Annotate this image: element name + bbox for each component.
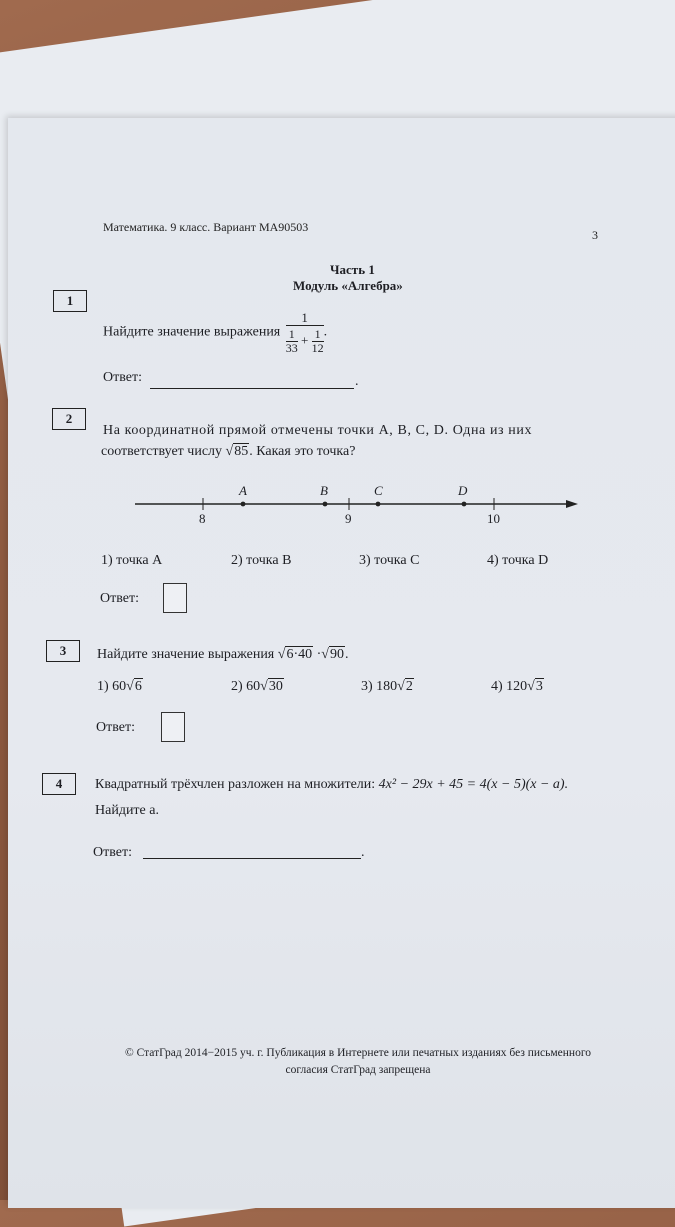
q1-inner1-num: 1 <box>286 328 298 342</box>
q2-answer-label: Ответ: <box>100 591 139 606</box>
q3-radicand-2: 90 <box>329 647 344 662</box>
point-C <box>376 502 381 507</box>
q2-line2-a: соответствует числу <box>101 444 223 459</box>
label-D: D <box>458 483 468 498</box>
q2-option-1[interactable]: 1) точка A <box>101 553 163 568</box>
q3-answer-label: Ответ: <box>96 720 135 735</box>
question-number-3: 3 <box>46 640 80 662</box>
q3-option-1[interactable]: 1) 60√6 <box>97 679 142 694</box>
q4-answer-field[interactable] <box>143 842 361 859</box>
q3-opt3-prefix: 3) 180 <box>361 679 398 694</box>
question-number-4: 4 <box>42 773 76 795</box>
q3-answer-box[interactable] <box>161 712 185 742</box>
module-title: Модуль «Алгебра» <box>293 278 403 293</box>
q3-opt4-prefix: 4) 120 <box>491 679 528 694</box>
q2-line2-b: . Какая это точка? <box>249 444 356 459</box>
part-title: Часть 1 <box>330 262 375 277</box>
q1-text <box>103 310 327 355</box>
label-A: A <box>239 483 247 498</box>
point-A <box>241 502 246 507</box>
footer-line2: согласия СтатГрад запрещена <box>285 1064 431 1076</box>
number-line-arrow <box>566 500 578 508</box>
q4-line1 <box>95 777 568 793</box>
q1-inner2-num: 1 <box>312 328 324 342</box>
label-B: B <box>320 483 328 498</box>
q3-opt3-rad: 2 <box>405 679 413 694</box>
tick-label-9: 9 <box>345 511 352 526</box>
q3-option-2[interactable]: 2) 60√30 <box>231 679 283 694</box>
tick-label-8: 8 <box>199 511 206 526</box>
tick-label-10: 10 <box>487 511 500 526</box>
q1-end: . <box>323 324 328 340</box>
q1-prompt: Найдите значение выражения <box>103 324 281 340</box>
q2-option-4[interactable]: 4) точка D <box>487 553 549 568</box>
footer-line1: © СтатГрад 2014−2015 уч. г. Публикация в Интернете или печатных изданиях без письменного <box>124 1047 592 1059</box>
q1-answer-label: Ответ: <box>103 370 142 385</box>
q3-option-3[interactable]: 3) 180√2 <box>361 679 413 694</box>
q3-radicand-1: 6·40 <box>286 647 313 662</box>
q2-option-3[interactable]: 3) точка C <box>359 553 420 568</box>
label-C: C <box>374 483 383 498</box>
q3-opt2-prefix: 2) 60 <box>231 679 261 694</box>
q4-answer-end: . <box>361 845 365 860</box>
q1-fraction <box>286 310 324 355</box>
header-title: Математика. 9 класс. Вариант МА90503 <box>103 220 309 234</box>
q3-prompt: Найдите значение выражения <box>97 647 275 662</box>
q3-text: Найдите значение выражения √6·40 ·√90. <box>97 647 349 662</box>
q1-answer-field[interactable] <box>150 372 354 389</box>
question-number-1: 1 <box>53 290 87 312</box>
q4-find: Найдите a. <box>95 803 159 818</box>
q2-answer-box[interactable] <box>163 583 187 613</box>
q2-line2: соответствует числу √85. Какая это точка? <box>101 444 356 459</box>
point-B <box>323 502 328 507</box>
point-D <box>462 502 467 507</box>
q1-inner-fraction-1 <box>286 328 298 355</box>
q4-equation: 4x² − 29x + 45 = 4(x − 5)(x − a). <box>378 777 569 792</box>
q1-plus: + <box>301 332 309 348</box>
q1-inner1-den: 33 <box>285 341 298 355</box>
q3-opt1-rad: 6 <box>134 679 142 694</box>
q1-inner2-den: 12 <box>311 341 324 355</box>
q1-numerator: 1 <box>286 310 324 326</box>
q1-denominator <box>286 326 324 355</box>
q2-radicand: 85 <box>234 444 249 459</box>
q3-option-4[interactable]: 4) 120√3 <box>491 679 543 694</box>
q2-line1: На координатной прямой отмечены точки A, B, C, D. Одна из них <box>103 423 533 438</box>
q3-opt4-rad: 3 <box>535 679 543 694</box>
question-number-2: 2 <box>52 408 86 430</box>
q3-end: . <box>344 647 349 662</box>
q1-answer-end: . <box>355 374 359 389</box>
q3-dot: · <box>316 647 322 662</box>
q3-opt2-rad: 30 <box>268 679 283 694</box>
q3-opt1-prefix: 1) 60 <box>97 679 127 694</box>
q4-answer-label: Ответ: <box>93 845 132 860</box>
q4-prompt: Квадратный трёхчлен разложен на множители: <box>95 777 376 792</box>
q2-option-2[interactable]: 2) точка B <box>231 553 292 568</box>
page-number: 3 <box>592 228 598 242</box>
q1-inner-fraction-2 <box>312 328 324 355</box>
